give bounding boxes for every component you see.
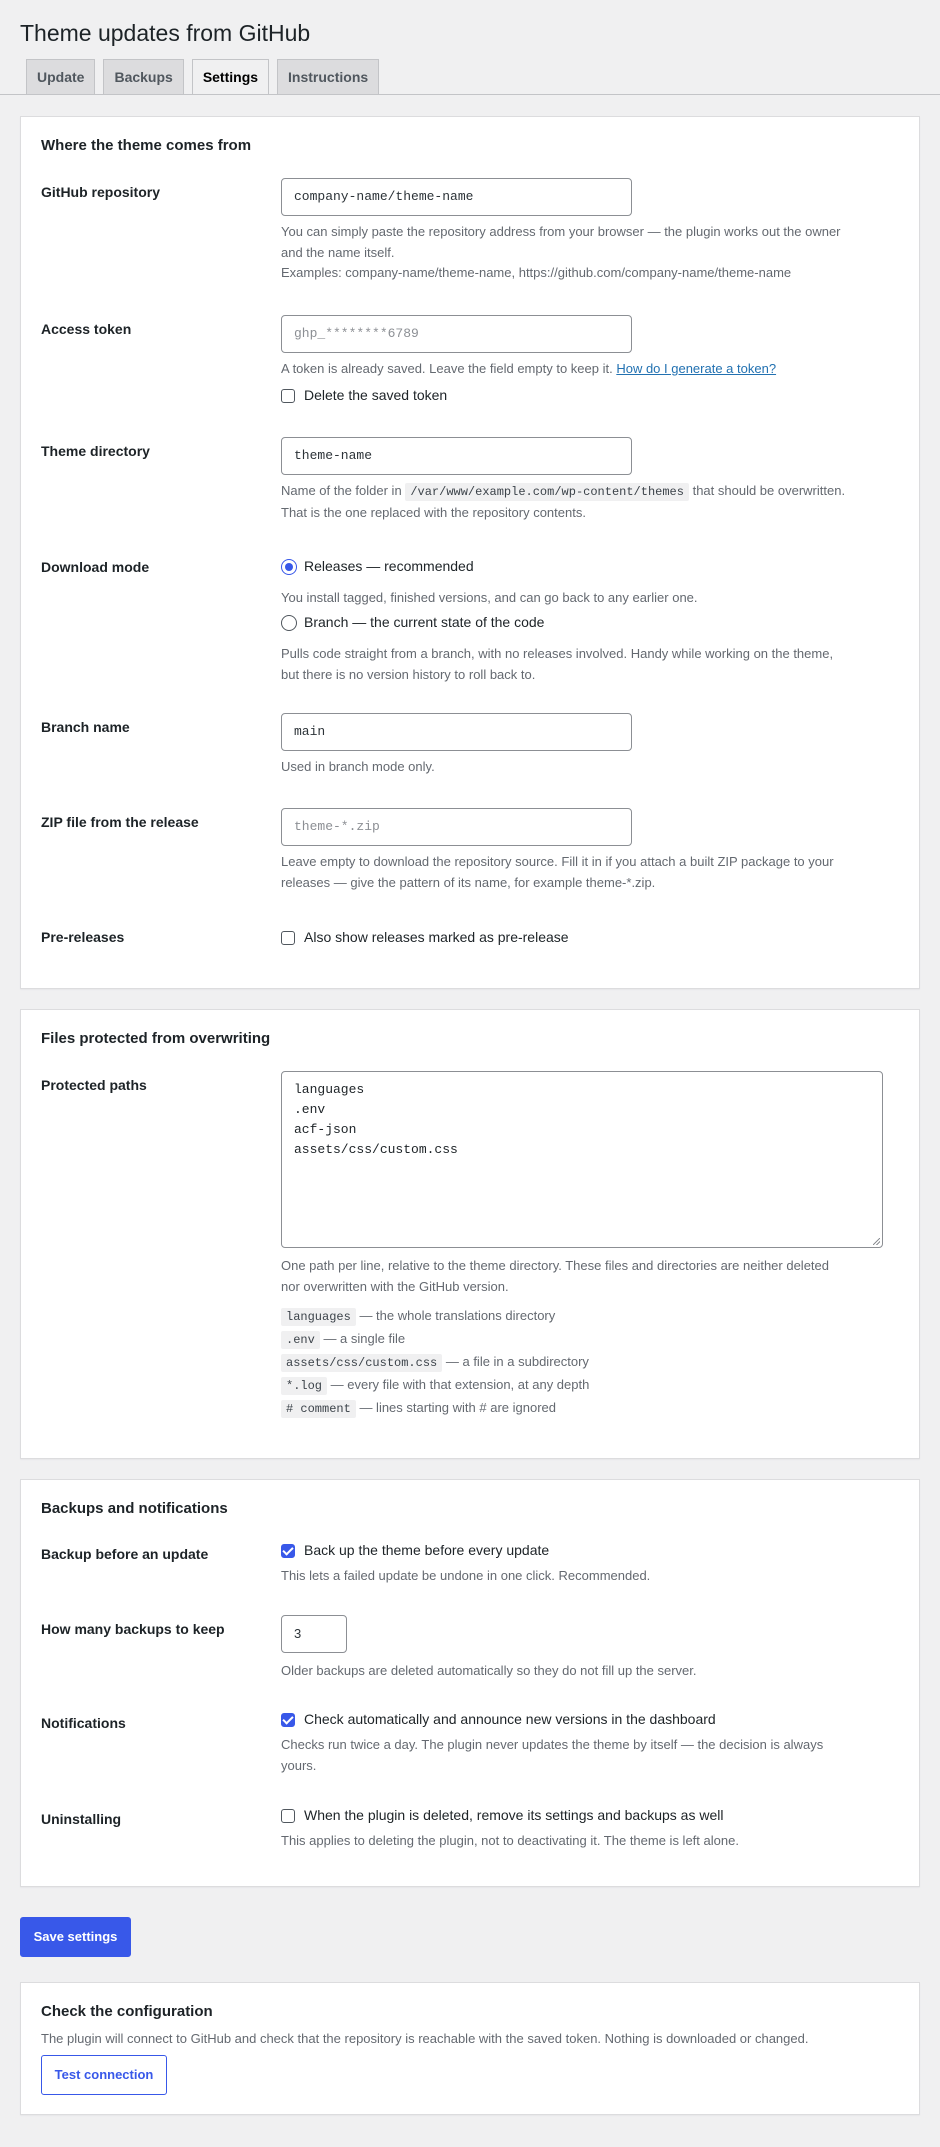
protected-paths-textarea[interactable]: languages .env acf-json assets/css/custom.css bbox=[281, 1071, 883, 1248]
prerelease-label: Pre-releases bbox=[41, 929, 125, 945]
uninstall-checkbox-label: When the plugin is deleted, remove its settings and backups as well bbox=[304, 1807, 724, 1823]
branch-mode-label: Branch — the current state of the code bbox=[304, 614, 545, 630]
themes-path: /var/www/example.com/wp-content/themes bbox=[405, 483, 689, 501]
protected-card bbox=[20, 1009, 920, 1459]
uninstall-checkbox[interactable] bbox=[281, 1809, 295, 1823]
source-card bbox=[20, 116, 920, 989]
backup-before-checkbox[interactable] bbox=[281, 1544, 295, 1558]
protected-desc: One path per line, relative to the theme directory. These files and directories are neither deleted nor overwritten with the GitHub version. bbox=[281, 1258, 829, 1294]
token-input[interactable]: ghp_********6789 bbox=[281, 315, 632, 353]
notifications-checkbox[interactable] bbox=[281, 1713, 295, 1727]
prerelease-checkbox-label: Also show releases marked as pre-release bbox=[304, 929, 569, 945]
backups-card bbox=[20, 1479, 920, 1887]
tab-instructions[interactable]: Instructions bbox=[277, 59, 379, 94]
page-title: Theme updates from GitHub bbox=[20, 20, 311, 46]
releases-radio[interactable] bbox=[281, 559, 297, 575]
repo-desc: You can simply paste the repository address from your browser — the plugin works out the owner and the name itself. Examples: company-name/theme-name, https://github.com/company-name/theme-name bbox=[281, 224, 841, 280]
notifications-label: Notifications bbox=[41, 1715, 126, 1731]
backup-before-checkbox-label: Back up the theme before every update bbox=[304, 1542, 550, 1558]
protected-label: Protected paths bbox=[41, 1077, 147, 1093]
token-help-link[interactable]: How do I generate a token? bbox=[616, 361, 777, 376]
prerelease-checkbox[interactable] bbox=[281, 931, 295, 945]
dir-desc: Name of the folder in /var/www/example.com/wp-content/themes that should be overwritten. That is the one replaced with the repository contents. bbox=[281, 483, 846, 520]
delete-token-checkbox[interactable] bbox=[281, 389, 295, 403]
protected-heading: Files protected from overwriting bbox=[41, 1030, 271, 1047]
example-row: languages — the whole translations directory bbox=[281, 1306, 555, 1327]
token-desc: A token is already saved. Leave the field empty to keep it. How do I generate a token? bbox=[281, 361, 777, 376]
notifications-desc: Checks run twice a day. The plugin never updates the theme by itself — the decision is always yours. bbox=[281, 1737, 824, 1773]
save-settings-button[interactable]: Save settings bbox=[20, 1917, 131, 1957]
keep-label: How many backups to keep bbox=[41, 1621, 225, 1637]
releases-desc: You install tagged, finished versions, and can go back to any earlier one. bbox=[281, 590, 698, 605]
backup-before-label: Backup before an update bbox=[41, 1546, 209, 1562]
tab-divider bbox=[0, 94, 940, 95]
example-row: assets/css/custom.css — a file in a subdirectory bbox=[281, 1352, 589, 1373]
uninstall-desc: This applies to deleting the plugin, not to deactivating it. The theme is left alone. bbox=[281, 1833, 739, 1848]
zip-label: ZIP file from the release bbox=[41, 814, 199, 830]
source-heading: Where the theme comes from bbox=[41, 137, 252, 154]
uninstall-label: Uninstalling bbox=[41, 1811, 122, 1827]
backup-before-desc: This lets a failed update be undone in one click. Recommended. bbox=[281, 1568, 651, 1583]
repo-label: GitHub repository bbox=[41, 184, 161, 200]
check-heading: Check the configuration bbox=[41, 2003, 213, 2020]
delete-token-label: Delete the saved token bbox=[304, 387, 448, 403]
releases-label: Releases — recommended bbox=[304, 558, 474, 574]
tab-bar bbox=[26, 59, 387, 95]
mode-label: Download mode bbox=[41, 559, 150, 575]
keep-desc: Older backups are deleted automatically so they do not fill up the server. bbox=[281, 1663, 697, 1678]
notifications-checkbox-label: Check automatically and announce new versions in the dashboard bbox=[304, 1711, 716, 1727]
example-row: *.log — every file with that extension, at any depth bbox=[281, 1375, 589, 1396]
token-label: Access token bbox=[41, 321, 132, 337]
tab-settings[interactable]: Settings bbox=[192, 59, 269, 95]
check-card bbox=[20, 1982, 920, 2115]
repo-input[interactable]: company-name/theme-name bbox=[281, 178, 632, 216]
backups-heading: Backups and notifications bbox=[41, 1500, 228, 1517]
dir-label: Theme directory bbox=[41, 443, 150, 459]
test-connection-button[interactable]: Test connection bbox=[41, 2055, 167, 2095]
dir-input[interactable]: theme-name bbox=[281, 437, 632, 475]
keep-count-input[interactable]: 3 bbox=[281, 1615, 347, 1653]
tab-backups[interactable]: Backups bbox=[103, 59, 183, 94]
tab-update[interactable]: Update bbox=[26, 59, 95, 94]
check-desc: The plugin will connect to GitHub and check that the repository is reachable with the saved token. Nothing is downloaded or changed. bbox=[41, 2031, 809, 2046]
branch-name-desc: Used in branch mode only. bbox=[281, 759, 435, 774]
example-row: .env — a single file bbox=[281, 1329, 405, 1350]
branch-name-label: Branch name bbox=[41, 719, 130, 735]
zip-desc: Leave empty to download the repository source. Fill it in if you attach a built ZIP package to your releases — give the pattern of its name, for example theme-*.zip. bbox=[281, 854, 834, 890]
branch-mode-desc: Pulls code straight from a branch, with no releases involved. Handy while working on the theme, but there is no version history to roll back to. bbox=[281, 646, 834, 682]
example-row: # comment — lines starting with # are ignored bbox=[281, 1398, 556, 1419]
branch-name-input[interactable]: main bbox=[281, 713, 632, 751]
zip-input[interactable]: theme-*.zip bbox=[281, 808, 632, 846]
branch-radio[interactable] bbox=[281, 615, 297, 631]
